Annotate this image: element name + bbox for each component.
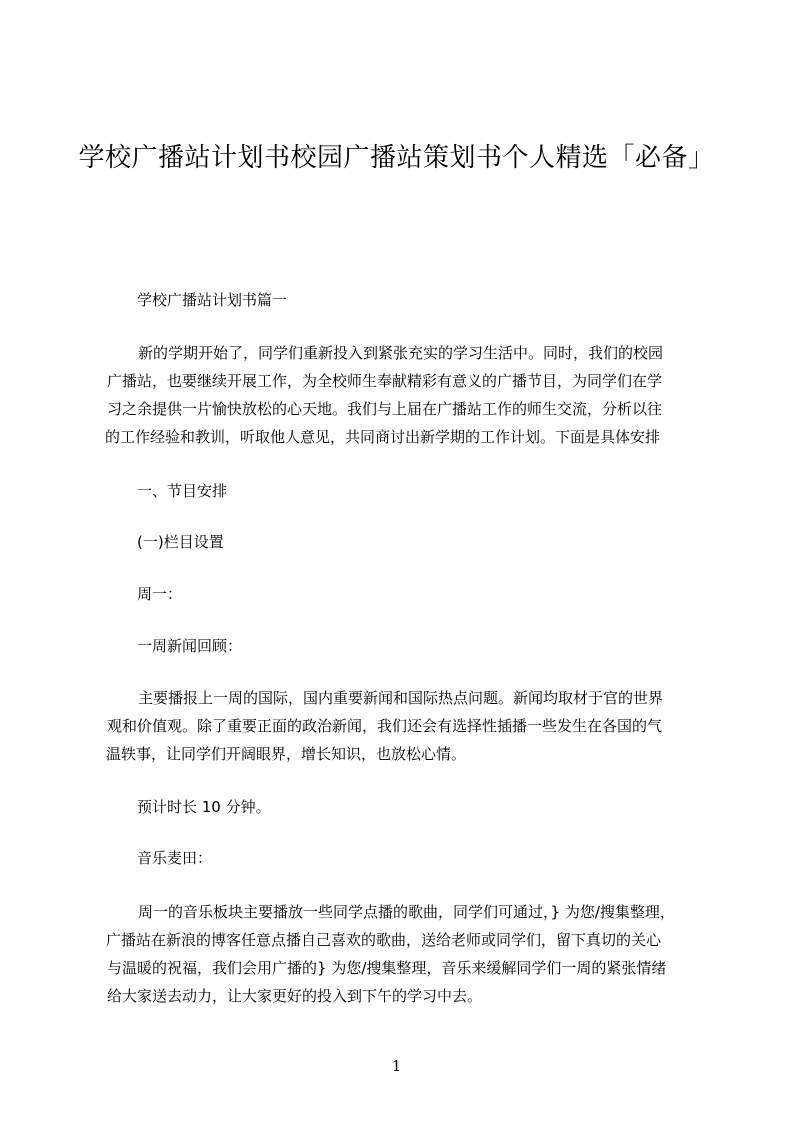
- intro-paragraph: [105, 339, 705, 451]
- paragraph-line: 新的学期开始了，同学们重新投入到紧张充实的学习生活中。同时，我们的校园: [138, 344, 664, 362]
- document-title: 学校广播站计划书校园广播站策划书个人精选「必备」: [78, 143, 715, 173]
- music-heading: 音乐麦田：: [137, 849, 213, 867]
- paragraph-line: 广播站在新浪的博客任意点播自己喜欢的歌曲，送给老师或同学们，留下真切的关心: [106, 931, 662, 949]
- program-heading: 一、节目安排: [137, 482, 228, 500]
- paragraph-line: 观和价值观。除了重要正面的政治新闻，我们还会有选择性插播一些发生在各国的气: [107, 717, 663, 735]
- music-paragraph: [105, 898, 705, 1010]
- section-heading: 学校广播站计划书篇一: [137, 291, 288, 309]
- columns-heading: (一)栏目设置: [137, 533, 224, 551]
- paragraph-line: 广播站，也要继续开展工作，为全校师生奉献精彩有意义的广播节目，为同学们在学: [107, 372, 663, 390]
- duration-text: 预计时长 10 分钟。: [137, 798, 271, 816]
- monday-heading: 周一：: [137, 585, 183, 603]
- paragraph-line: 习之余提供一片愉快放松的心天地。我们与上届在广播站工作的师生交流，分析以往: [107, 400, 663, 418]
- paragraph-line: 与温暖的祝福，我们会用广播的} 为您/搜集整理，音乐来缓解同学们一周的紧张情绪: [107, 959, 667, 977]
- page-number: 1: [391, 1057, 402, 1075]
- paragraph-line: 温轶事，让同学们开阔眼界，增长知识，也放松心情。: [106, 745, 467, 763]
- news-paragraph: [105, 684, 705, 768]
- paragraph-line: 主要播报上一周的国际，国内重要新闻和国际热点问题。新闻均取材于官的世界: [138, 689, 664, 707]
- paragraph-line: 给大家送去动力，让大家更好的投入到下午的学习中去。: [107, 987, 483, 1005]
- paragraph-line: 周一的音乐板块主要播放一些同学点播的歌曲，同学们可通过，} 为您/搜集整理，: [138, 903, 675, 921]
- news-review-heading: 一周新闻回顾：: [137, 637, 243, 655]
- paragraph-line: 的工作经验和教训，听取他人意见，共同商讨出新学期的工作计划。下面是具体安排: [105, 428, 661, 446]
